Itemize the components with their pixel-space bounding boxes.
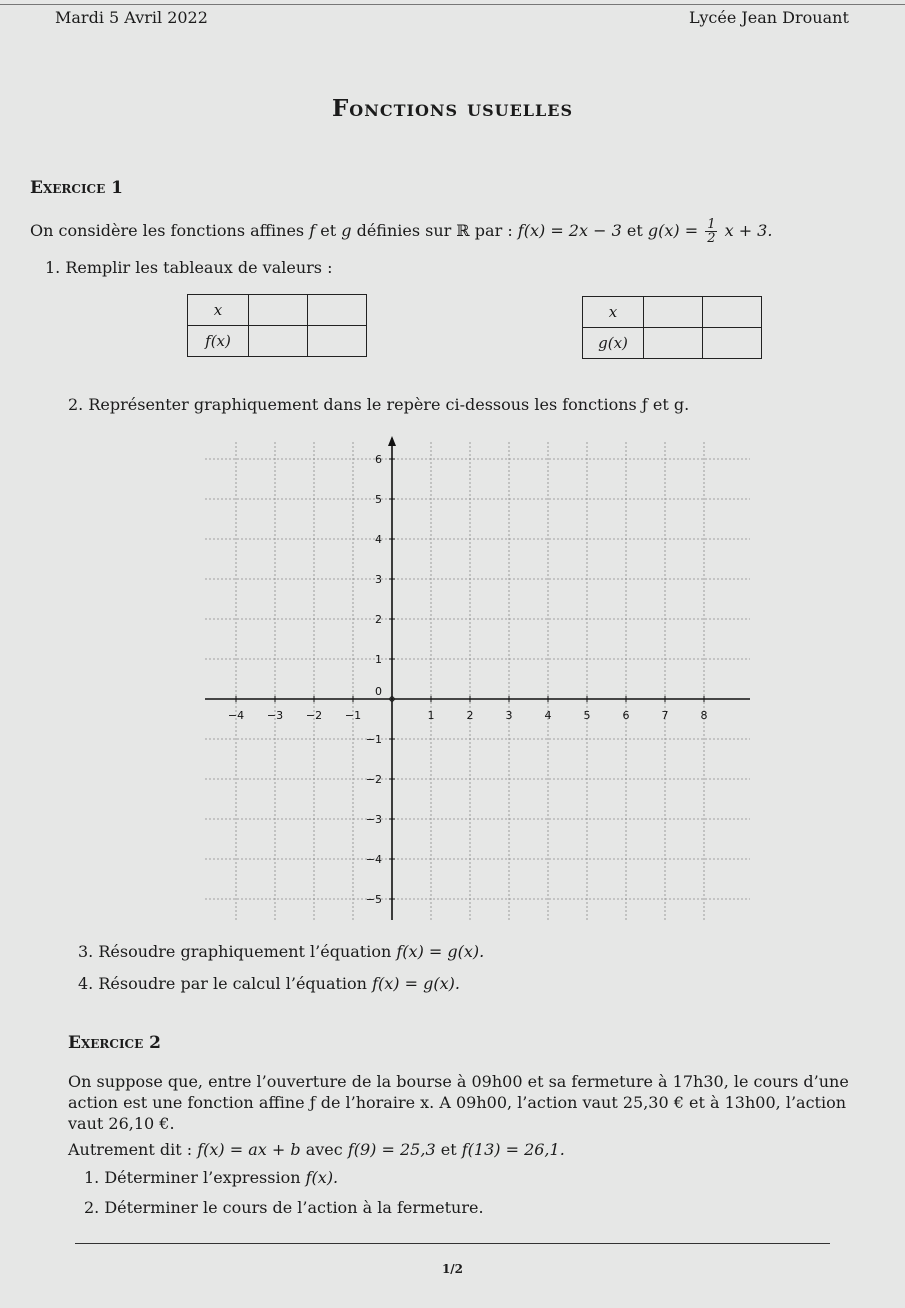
page-title: Fonctions usuelles	[331, 95, 574, 122]
y-tick-label: −3	[365, 813, 382, 826]
y-tick-label: 3	[375, 573, 382, 586]
p2-prefix: Autrement dit :	[68, 1140, 193, 1159]
table-f-fx-label: f(x)	[188, 326, 249, 357]
exercise1-title: Exercice 1	[30, 178, 123, 198]
table-g-gx-label: g(x)	[583, 328, 644, 359]
p2-f9: f(9) = 25,3	[347, 1140, 436, 1159]
f-name: f	[309, 221, 316, 240]
q4-text: 4. Résoudre par le calcul l’équation	[78, 974, 367, 993]
g-fraction-numerator: 1	[707, 217, 716, 232]
table-f-cell[interactable]	[308, 326, 367, 357]
y-tick-label: −5	[365, 893, 382, 906]
g-name: g	[341, 221, 352, 240]
exercise1-q1: 1. Remplir les tableaux de valeurs :	[45, 258, 333, 277]
q4-equation: f(x) = g(x).	[372, 974, 460, 993]
g-definition-right: x + 3.	[724, 221, 773, 240]
exercise1-q4	[78, 974, 460, 993]
y-tick-label: −4	[365, 853, 382, 866]
y-tick-label: 6	[375, 453, 382, 466]
header-date: Mardi 5 Avril 2022	[55, 8, 208, 27]
p2-formula: f(x) = ax + b	[197, 1140, 301, 1159]
q3-equation: f(x) = g(x).	[396, 942, 485, 961]
exercise1-q2: 2. Représenter graphiquement dans le repère ci-dessous les fonctions ƒ et g.	[68, 395, 690, 414]
exercise2-p1-line2: action est une fonction affine ƒ de l’horaire x. A 09h00, l’action vaut 25,30 € et à 13h00, l’action	[68, 1093, 847, 1112]
exercise2-p1-line1: On suppose que, entre l’ouverture de la bourse à 09h00 et sa fermeture à 17h30, le cours d’une	[68, 1072, 849, 1091]
g-fraction-denominator: 2	[707, 231, 716, 246]
page-number: 1/2	[441, 1262, 464, 1276]
defined-on: définies sur ℝ par :	[356, 221, 513, 240]
g-fraction	[705, 218, 717, 245]
x-tick-label: 6	[622, 709, 630, 722]
p2-et: et	[440, 1140, 457, 1159]
table-g-cell[interactable]	[644, 328, 703, 359]
y-tick-label: −1	[365, 733, 382, 746]
header-school: Lycée Jean Drouant	[689, 8, 849, 27]
x-tick-label: 4	[544, 709, 552, 722]
intro-et-2: et	[626, 221, 643, 240]
intro-et: et	[320, 221, 337, 240]
g-definition-left: g(x) =	[647, 221, 699, 240]
y-axis-arrow-icon	[388, 436, 396, 446]
origin-label: 0	[375, 685, 382, 698]
table-f-cell[interactable]	[308, 295, 367, 326]
f-definition: f(x) = 2x − 3	[517, 221, 622, 240]
x-tick-label: 8	[700, 709, 708, 722]
table-f-cell[interactable]	[249, 295, 308, 326]
exercise2-p1-line3: vaut 26,10 €.	[68, 1114, 175, 1133]
intro-prefix: On considère les fonctions affines	[30, 221, 305, 240]
table-g-x-label: x	[583, 297, 644, 328]
y-tick-label: −2	[365, 773, 382, 786]
x-tick-label: 5	[583, 709, 591, 722]
x-tick-label: 3	[505, 709, 513, 722]
x-tick-label: −4	[227, 709, 245, 722]
x-tick-label: 7	[661, 709, 669, 722]
x-tick-label: −2	[305, 709, 323, 722]
table-f	[187, 294, 367, 357]
exercise1-intro	[30, 218, 772, 245]
x-tick-label: 1	[427, 709, 435, 722]
y-tick-label: 5	[375, 493, 382, 506]
y-tick-label: 1	[375, 653, 382, 666]
exercise1-q3	[78, 942, 484, 961]
x-tick-label: 2	[466, 709, 474, 722]
top-rule	[0, 4, 905, 5]
p2-avec: avec	[305, 1140, 343, 1159]
y-tick-label: 4	[375, 533, 382, 546]
exercise2-q1	[84, 1168, 338, 1187]
coordinate-grid	[200, 432, 755, 922]
table-g-cell[interactable]	[703, 297, 762, 328]
table-f-cell[interactable]	[249, 326, 308, 357]
table-g-cell[interactable]	[703, 328, 762, 359]
ex2-q1-text: 1. Déterminer l’expression	[84, 1168, 301, 1187]
x-tick-label: −3	[266, 709, 284, 722]
exercise2-q2: 2. Déterminer le cours de l’action à la fermeture.	[84, 1198, 484, 1217]
y-tick-label: 2	[375, 613, 382, 626]
ex2-q1-equation: f(x).	[305, 1168, 339, 1187]
p2-f13: f(13) = 26,1.	[461, 1140, 565, 1159]
table-f-x-label: x	[188, 295, 249, 326]
exercise2-title: Exercice 2	[68, 1033, 161, 1053]
table-g	[582, 296, 762, 359]
x-tick-label: −1	[344, 709, 362, 722]
q3-text: 3. Résoudre graphiquement l’équation	[78, 942, 392, 961]
footer-rule	[75, 1243, 830, 1244]
table-g-cell[interactable]	[644, 297, 703, 328]
exercise2-p2	[68, 1140, 565, 1159]
